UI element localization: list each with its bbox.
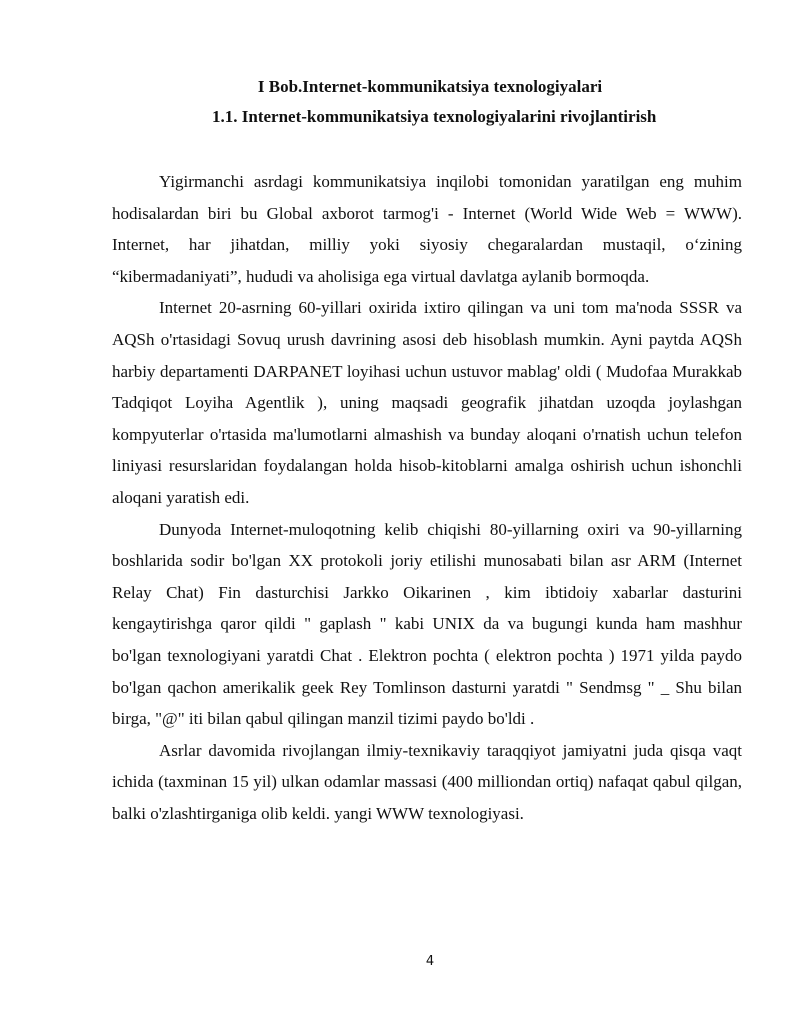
- chapter-title: I Bob.Internet-kommunikatsiya texnologiyalari: [257, 77, 603, 96]
- section-title: 1.1. Internet-kommunikatsiya texnologiyalarini rivojlantirish: [212, 107, 657, 126]
- paragraph-3: Dunyoda Internet-muloqotning kelib chiqishi 80-yillarning oxiri va 90-yillarning boshlarida sodir bo'lgan XX protokoli joriy etilishi munosabati bilan asr ARM (Internet Relay Chat) Fin dasturchisi Jarkko Oikarinen , kim ibtidoiy xabarlar dasturini kengaytirishga qaror qildi " gaplash " kabi UNIX da va bugungi kunda ham mashhur bo'lgan texnologiyani yaratdi Chat . Elektron pochta ( elektron pochta ) 1971 yilda paydo bo'lgan qachon amerikalik geek Rey Tomlinson dasturni yaratdi " Sendmsg " _ Shu bilan birga, "@" iti bilan qabul qilingan manzil tizimi paydo bo'ldi .: [112, 519, 742, 729]
- body-text: [112, 166, 742, 829]
- paragraph-4: Asrlar davomida rivojlangan ilmiy-texnikaviy taraqqiyot jamiyatni juda qisqa vaqt ichida (taxminan 15 yil) ulkan odamlar massasi (400 milliondan ortiq) nafaqat qabul qilgan, balki o'zlashtirganiga olib keldi. yangi WWW texnologiyasi.: [112, 740, 742, 823]
- paragraph-1: Yigirmanchi asrdagi kommunikatsiya inqilobi tomonidan yaratilgan eng muhim hodisalardan biri bu Global axborot tarmog'i - Internet (World Wide Web = WWW). Internet, har jihatdan, milliy yoki siyosiy chegaralardan mustaqil, o‘zining “kibermadaniyati”, hududi va aholisiga ega virtual davlatga aylanib bormoqda.: [112, 172, 742, 286]
- page-number: 4: [425, 954, 435, 969]
- paragraph-2: Internet 20-asrning 60-yillari oxirida ixtiro qilingan va uni tom ma'noda SSSR va AQSh o'rtasidagi Sovuq urush davrining asosi deb hisoblash mumkin. Ayni paytda AQSh harbiy departamenti DARPANET loyihasi uchun ustuvor mablag' oldi ( Mudofaa Murakkab Tadqiqot Loyiha Agentlik ), uning maqsadi geografik jihatdan uzoqda joylashgan kompyuterlar o'rtasida ma'lumotlarni almashish va bunday aloqani o'rnatish uchun telefon liniyasi resurslaridan foydalangan holda hisob-kitoblarni amalga oshirish uchun ishonchli aloqani yaratish edi.: [112, 298, 742, 507]
